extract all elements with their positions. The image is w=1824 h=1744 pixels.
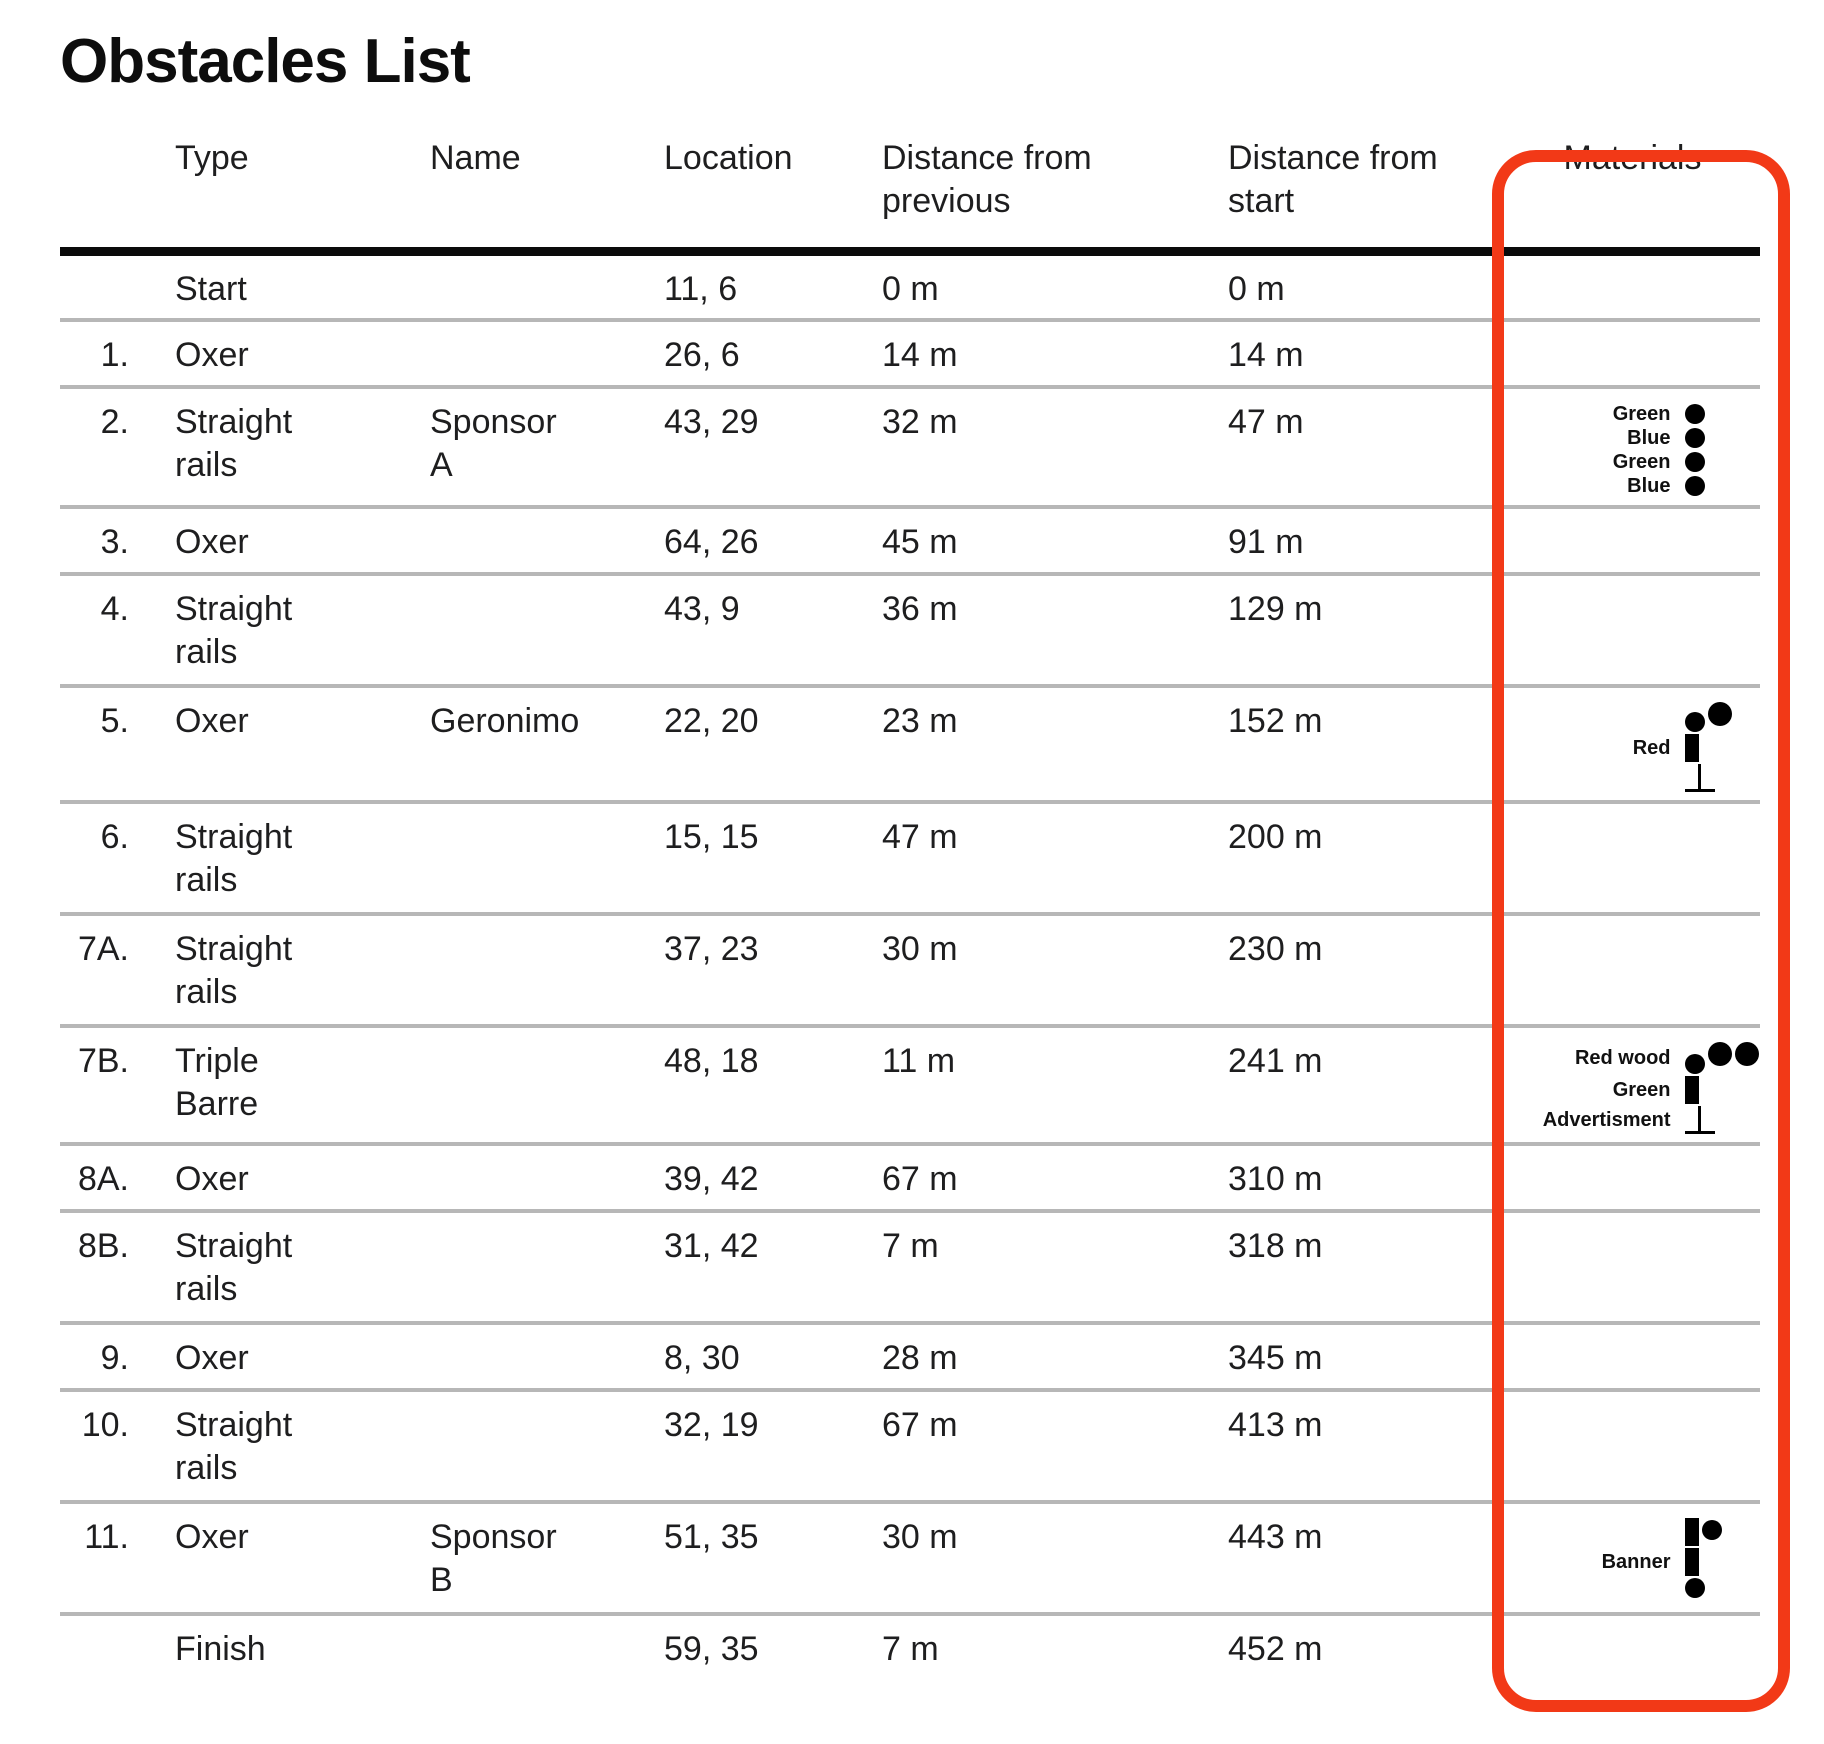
material-label: Green [1612, 403, 1671, 426]
obstacle-name [430, 1390, 664, 1502]
col-header-distance-from-start: Distance from start [1228, 131, 1505, 251]
obstacle-type: Straight rails [175, 802, 430, 914]
distance-from-previous: 0 m [882, 251, 1228, 320]
distance-from-start: 91 m [1228, 507, 1505, 574]
row-number: 2. [60, 387, 175, 507]
materials-cell [1505, 686, 1760, 802]
material-entry [1521, 702, 1745, 732]
material-label: Red [1632, 737, 1671, 760]
row-number: 7A. [60, 914, 175, 1026]
obstacle-type: Oxer [175, 320, 430, 387]
distance-from-start: 310 m [1228, 1144, 1505, 1211]
distance-from-previous: 7 m [882, 1630, 939, 1669]
distance-from-start: 443 m [1228, 1502, 1505, 1614]
material-label: Blue [1627, 427, 1671, 450]
obstacle-name: Sponsor B [430, 1502, 664, 1614]
obstacle-type: Start [175, 251, 430, 320]
distance-from-start: 318 m [1228, 1211, 1505, 1323]
table-row-7b [60, 1026, 1760, 1144]
obstacle-location: 48, 18 [664, 1026, 882, 1144]
material-entry [1521, 427, 1745, 449]
page-title: Obstacles List [60, 27, 470, 96]
obstacle-name [430, 802, 664, 914]
three-circles-icon [1685, 1042, 1759, 1074]
material-entry [1521, 1106, 1745, 1134]
table-row-11 [60, 1502, 1760, 1614]
obstacle-location: 8, 30 [664, 1323, 882, 1390]
row-number: 1. [60, 320, 175, 387]
obstacle-name: Sponsor A [430, 387, 664, 507]
obstacle-location: 31, 42 [664, 1211, 882, 1323]
distance-from-start: 152 m [1228, 686, 1505, 802]
col-header-materials: Materials [1505, 131, 1760, 251]
obstacle-name [430, 1026, 664, 1144]
table-row-8a [60, 1144, 1760, 1211]
obstacle-type: Triple Barre [175, 1026, 430, 1144]
distance-from-previous: 36 m [882, 574, 1228, 686]
table-row-9 [60, 1323, 1760, 1390]
distance-from-start: 413 m [1228, 1390, 1505, 1502]
row-number: 8A. [60, 1144, 175, 1211]
distance-from-previous: 45 m [882, 507, 1228, 574]
obstacle-type: Oxer [175, 686, 430, 802]
distance-from-start: 0 m [1228, 251, 1505, 320]
bar-icon [1685, 1548, 1699, 1576]
materials-cell [1505, 1026, 1760, 1144]
row-number: 9. [60, 1323, 175, 1390]
material-entry [1521, 1548, 1745, 1576]
obstacle-location: 51, 35 [664, 1502, 882, 1614]
col-header-type: Type [175, 131, 430, 251]
material-label: Blue [1627, 475, 1671, 498]
distance-from-previous: 23 m [882, 686, 1228, 802]
row-number: 11. [60, 1502, 175, 1614]
material-label: Green [1612, 1079, 1671, 1102]
obstacle-location: 32, 19 [664, 1390, 882, 1502]
distance-from-previous: 7 m [882, 1211, 1228, 1323]
table-row-10 [60, 1390, 1760, 1502]
col-header-number [60, 131, 175, 251]
circle-icon [1685, 476, 1705, 496]
row-number: 5. [60, 686, 175, 802]
material-entry [1521, 475, 1745, 497]
row-number [60, 251, 175, 320]
materials-cell [1505, 1614, 1760, 1694]
bar-icon [1685, 1076, 1699, 1104]
ground-post-icon [1685, 764, 1715, 792]
row-number: 4. [60, 574, 175, 686]
table-row-2 [60, 387, 1760, 507]
distance-from-previous: 30 m [882, 1502, 1228, 1614]
circle-icon [1685, 404, 1705, 424]
table-row-5 [60, 686, 1760, 802]
col-header-location: Location [664, 131, 882, 251]
material-label: Red wood [1574, 1047, 1671, 1070]
distance-from-previous: 30 m [882, 914, 1228, 1026]
row-number: 8B. [60, 1211, 175, 1323]
obstacle-location: 37, 23 [664, 914, 882, 1026]
table-row-8b [60, 1211, 1760, 1323]
two-circles-icon [1685, 702, 1732, 732]
obstacle-name [430, 507, 664, 574]
material-entry [1521, 1042, 1745, 1074]
materials-list [1505, 700, 1760, 792]
obstacles-table [60, 131, 1760, 1694]
distance-from-start: 452 m [1228, 1630, 1323, 1669]
materials-cell [1505, 251, 1760, 320]
distance-from-previous: 47 m [882, 802, 1228, 914]
materials-cell [1505, 1502, 1760, 1614]
row-number: 3. [60, 507, 175, 574]
materials-cell [1505, 1390, 1760, 1502]
distance-from-start: 200 m [1228, 802, 1505, 914]
distance-from-previous: 67 m [882, 1144, 1228, 1211]
materials-cell [1505, 1144, 1760, 1211]
col-header-name: Name [430, 131, 664, 251]
row-number: 10. [60, 1390, 175, 1502]
obstacle-location: 43, 29 [664, 387, 882, 507]
obstacle-name [430, 251, 664, 320]
distance-from-start: 241 m [1228, 1026, 1505, 1144]
material-entry [1521, 734, 1745, 762]
bar-circle-icon [1685, 1518, 1722, 1546]
materials-cell [1505, 387, 1760, 507]
obstacle-type: Finish [175, 1630, 266, 1669]
obstacle-location: 15, 15 [664, 802, 882, 914]
obstacle-name [430, 914, 664, 1026]
obstacle-type: Oxer [175, 1323, 430, 1390]
row-number [60, 1614, 175, 1694]
obstacle-location: 26, 6 [664, 320, 882, 387]
material-entry [1521, 1578, 1745, 1598]
circle-icon [1685, 452, 1705, 472]
col-header-distance-from-previous: Distance from previous [882, 131, 1228, 251]
row-number: 7B. [60, 1026, 175, 1144]
distance-from-previous: 11 m [882, 1026, 1228, 1144]
obstacle-type: Straight rails [175, 914, 430, 1026]
obstacle-name [430, 1144, 664, 1211]
materials-cell [1505, 802, 1760, 914]
ground-post-icon [1685, 1106, 1715, 1134]
obstacle-name [430, 1211, 664, 1323]
obstacle-type: Straight rails [175, 387, 430, 507]
material-label: Advertisment [1542, 1109, 1671, 1132]
table-row-4 [60, 574, 1760, 686]
obstacle-location: 64, 26 [664, 507, 882, 574]
distance-from-start: 129 m [1228, 574, 1505, 686]
material-entry [1521, 403, 1745, 425]
materials-list [1505, 1516, 1760, 1598]
obstacle-name [430, 1614, 664, 1694]
table-row-6 [60, 802, 1760, 914]
materials-cell [1505, 507, 1760, 574]
distance-from-previous: 32 m [882, 387, 1228, 507]
bar-icon [1685, 734, 1699, 762]
obstacle-name [430, 574, 664, 686]
obstacle-location: 22, 20 [664, 686, 882, 802]
material-entry [1521, 1518, 1745, 1546]
material-label: Banner [1601, 1551, 1671, 1574]
material-entry [1521, 764, 1745, 792]
distance-from-start: 345 m [1228, 1323, 1505, 1390]
obstacle-type: Straight rails [175, 1211, 430, 1323]
table-row-3 [60, 507, 1760, 574]
obstacle-location: 43, 9 [664, 574, 882, 686]
materials-cell [1505, 914, 1760, 1026]
materials-cell [1505, 574, 1760, 686]
obstacle-name [430, 1323, 664, 1390]
header-row [60, 131, 1760, 251]
table-row-7a [60, 914, 1760, 1026]
distance-from-start: 230 m [1228, 914, 1505, 1026]
materials-cell [1505, 1323, 1760, 1390]
obstacle-type: Oxer [175, 507, 430, 574]
obstacle-name [430, 320, 664, 387]
obstacle-location: 59, 35 [664, 1630, 759, 1669]
materials-cell [1505, 320, 1760, 387]
distance-from-previous: 28 m [882, 1323, 1228, 1390]
material-entry [1521, 451, 1745, 473]
obstacle-type: Oxer [175, 1502, 430, 1614]
materials-cell [1505, 1211, 1760, 1323]
obstacle-type: Straight rails [175, 1390, 430, 1502]
distance-from-start: 14 m [1228, 320, 1505, 387]
obstacle-type: Oxer [175, 1144, 430, 1211]
table-row-1 [60, 320, 1760, 387]
distance-from-previous: 67 m [882, 1390, 1228, 1502]
distance-from-start: 47 m [1228, 387, 1505, 507]
materials-list [1505, 401, 1760, 497]
circle-icon [1685, 428, 1705, 448]
materials-list [1505, 1040, 1760, 1134]
obstacle-type: Straight rails [175, 574, 430, 686]
material-entry [1521, 1076, 1745, 1104]
table-row-finish [60, 1614, 1760, 1694]
circle-icon [1685, 1578, 1705, 1598]
table-row-start [60, 251, 1760, 320]
material-label: Green [1612, 451, 1671, 474]
row-number: 6. [60, 802, 175, 914]
distance-from-previous: 14 m [882, 320, 1228, 387]
obstacle-name: Geronimo [430, 686, 664, 802]
obstacle-location: 39, 42 [664, 1144, 882, 1211]
obstacle-location: 11, 6 [664, 251, 882, 320]
